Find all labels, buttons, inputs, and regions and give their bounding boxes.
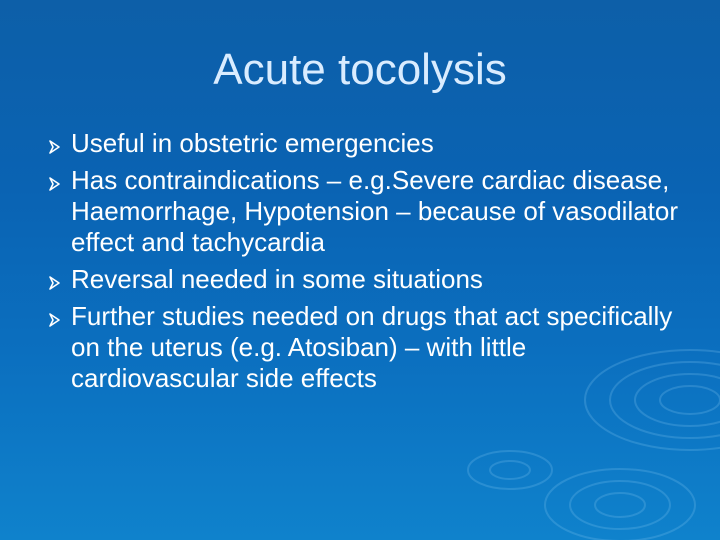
arrowhead-bullet-icon bbox=[46, 311, 64, 329]
arrowhead-bullet-icon bbox=[46, 175, 64, 193]
bullet-text: Reversal needed in some situations bbox=[71, 264, 483, 294]
slide-title: Acute tocolysis bbox=[213, 45, 507, 94]
bullet-item bbox=[46, 264, 686, 295]
bullet-item bbox=[46, 301, 686, 394]
bullet-text: Has contraindications – e.g.Severe cardiac disease, Haemorrhage, Hypotension – because of vasodilator effect and tachycardia bbox=[71, 165, 679, 257]
arrowhead-bullet-icon bbox=[46, 274, 64, 292]
arrowhead-bullet-icon bbox=[46, 138, 64, 156]
bullet-text: Useful in obstetric emergencies bbox=[71, 128, 434, 158]
bullet-text: Further studies needed on drugs that act specifically on the uterus (e.g. Atosiban) – with little cardiovascular side effects bbox=[71, 301, 673, 393]
bullet-item bbox=[46, 128, 686, 159]
bullet-list bbox=[46, 128, 686, 400]
bullet-item bbox=[46, 165, 686, 258]
